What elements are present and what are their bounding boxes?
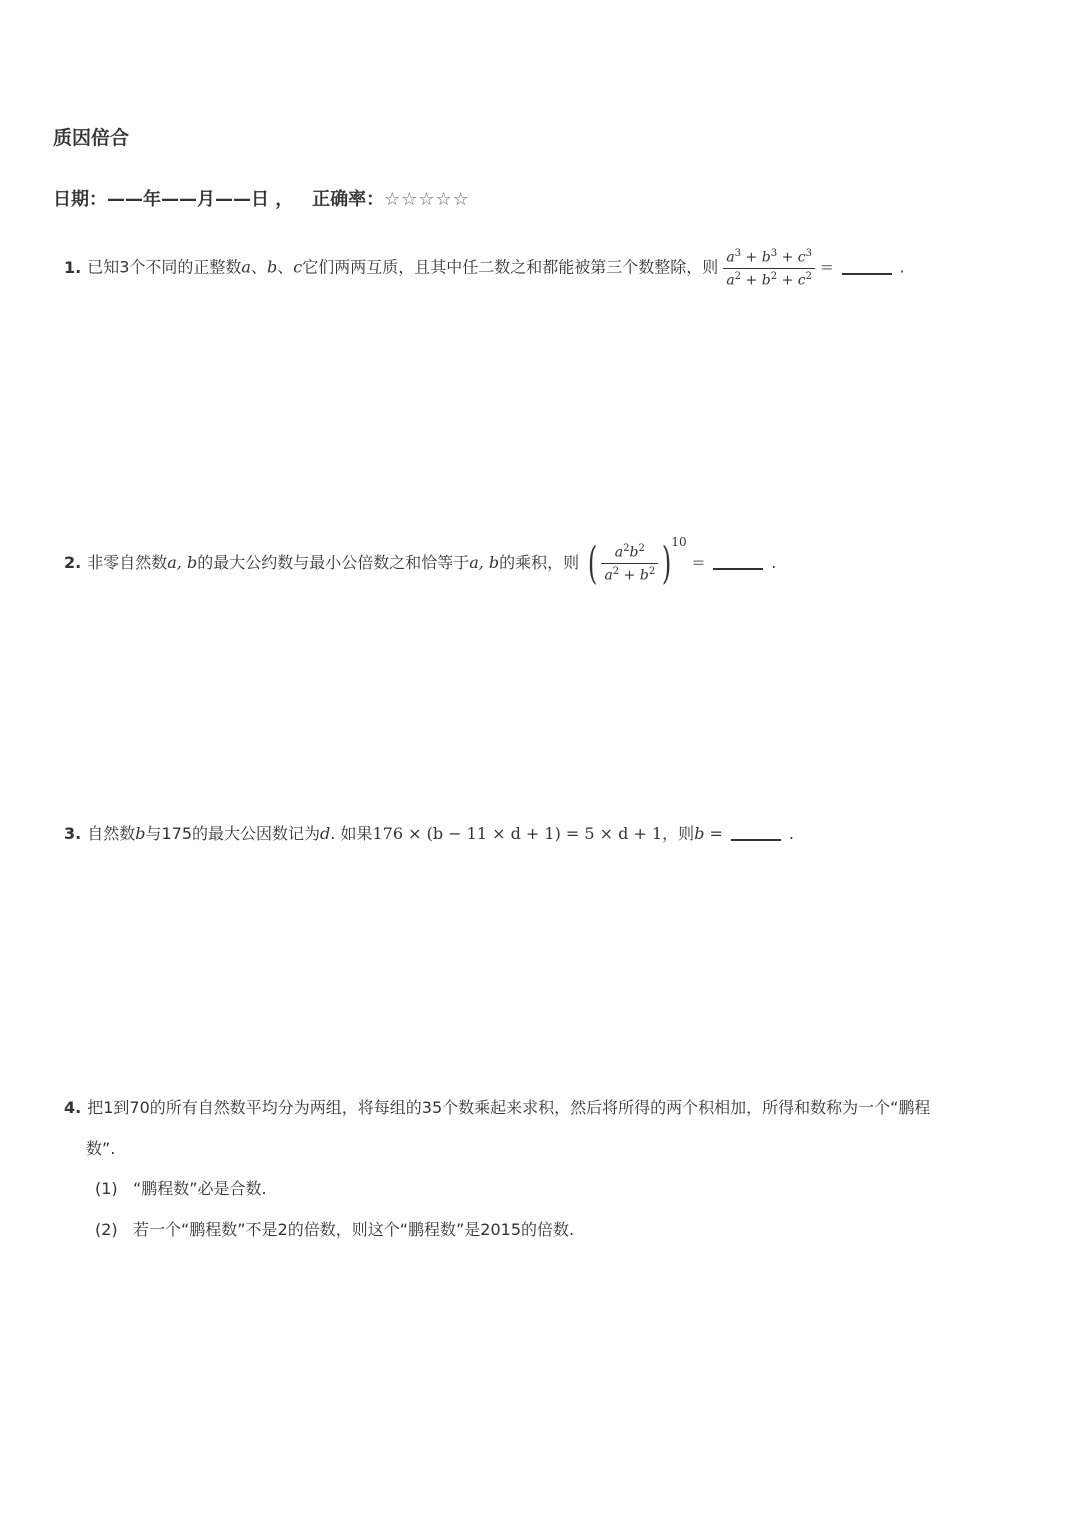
sub-text: “鹏程数”必是合数. [132, 1179, 267, 1198]
question-text: ，则 [662, 824, 695, 843]
date-year: ——年 [107, 189, 161, 210]
question-4 [64, 1095, 930, 1118]
fraction-numerator: $a^2b^2$ [601, 543, 658, 564]
question-text: 非零自然数 [87, 553, 168, 572]
question-3 [64, 821, 794, 844]
question-text: 与175的最大公因数记为 [145, 824, 321, 843]
var-a: a [241, 257, 251, 277]
equals-b: b = [694, 824, 723, 843]
page-title: 质因倍合 [53, 127, 130, 149]
accuracy-stars: ☆☆☆☆☆ [384, 189, 470, 210]
question-text: 的最大公约数与最小公倍数之和恰等于 [197, 553, 470, 572]
date-month: ——月 [161, 189, 215, 210]
question-text: 自然数 [87, 824, 136, 843]
fraction-numerator: $a^3 + b^3 + c^3$ [723, 248, 815, 269]
sub-label: (1) [95, 1179, 118, 1198]
var-b: b [135, 824, 146, 843]
question-number: 1. [64, 257, 82, 277]
date-label: 日期： [53, 189, 107, 210]
question-4-line2: 数”. [86, 1139, 116, 1158]
answer-blank[interactable] [842, 273, 892, 275]
exponent: 10 [671, 535, 687, 549]
var-d: d [320, 824, 331, 843]
left-paren: ( [588, 537, 598, 589]
vars-ab: a, b [167, 553, 198, 572]
question-text: 把1到70的所有自然数平均分为两组，将每组的35个数乘起来求积，然后将所得的两个积相加，所得和数称为一个“鹏程 [87, 1098, 931, 1117]
date-day: ——日 ， [215, 189, 294, 210]
equation: 176 × (b − 11 × d + 1) = 5 × d + 1 [372, 824, 663, 843]
fraction-denominator: $a^2 + b^2 + c^2$ [726, 270, 813, 289]
var-b: b [266, 257, 278, 277]
period: . [771, 553, 777, 572]
question-1: 1. 已知3个不同的正整数a、b、c它们两两互质，且其中任二数之和都能被第三个数整除，则 $\frac{a^3 + b^3 + c^3}{a^2 + b^2 + c^2}$ = . [64, 248, 905, 289]
sub-label: (2) [95, 1220, 118, 1239]
question-number: 2. [64, 553, 82, 572]
period: . [788, 824, 795, 843]
question-4-sub1 [95, 1176, 267, 1199]
right-paren: ) [662, 537, 672, 589]
fraction-denominator: $a^2 + b^2$ [604, 566, 656, 584]
accuracy-label: 正确率： [312, 189, 385, 210]
question-2 [64, 535, 777, 589]
fraction [601, 543, 658, 583]
question-text: 已知3个不同的正整数 [87, 257, 242, 277]
question-4-sub2 [95, 1217, 574, 1240]
question-number: 3. [64, 824, 82, 843]
date-line [53, 185, 470, 211]
question-text: 的乘积，则 [499, 553, 580, 572]
vars-ab: a, b [469, 553, 500, 572]
equals-sign: = [820, 257, 834, 277]
fraction [723, 248, 815, 288]
equals-sign: = [691, 553, 706, 572]
question-text: . 如果 [330, 824, 373, 843]
answer-blank[interactable] [731, 839, 781, 841]
question-number: 4. [64, 1098, 82, 1117]
sub-text: 若一个“鹏程数”不是2的倍数，则这个“鹏程数”是2015的倍数. [132, 1220, 575, 1239]
question-text: 它们两两互质，且其中任二数之和都能被第三个数整除，则 [302, 257, 719, 277]
var-c: c [293, 257, 303, 277]
period: . [899, 257, 905, 277]
answer-blank[interactable] [713, 568, 763, 570]
